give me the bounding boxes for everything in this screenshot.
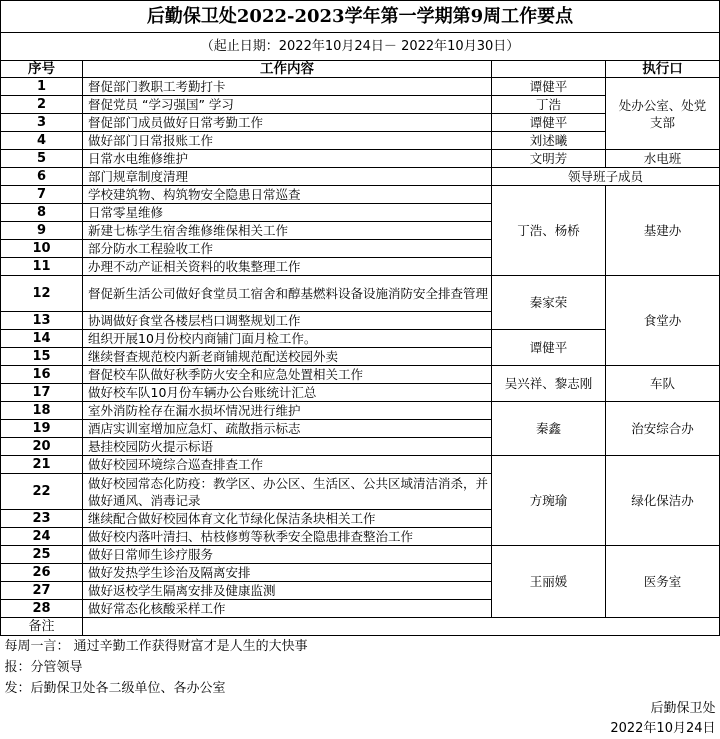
person-cell: 吴兴祥、黎志刚 bbox=[492, 366, 606, 402]
dept-cell: 食堂办 bbox=[606, 276, 720, 366]
page-title: 后勤保卫处2022-2023学年第一学期第9周工作要点 bbox=[1, 1, 720, 33]
table-row bbox=[1, 186, 720, 204]
table-row bbox=[1, 546, 720, 564]
row-content: 学校建筑物、构筑物安全隐患日常巡查 bbox=[83, 186, 492, 204]
dept-cell: 基建办 bbox=[606, 186, 720, 276]
remark-row bbox=[1, 618, 720, 636]
dept-cell: 车队 bbox=[606, 366, 720, 402]
header-num: 序号 bbox=[1, 61, 83, 78]
row-content: 督促新生活公司做好食堂员工宿舍和醇基燃料设备设施消防安全排查管理 bbox=[83, 276, 492, 312]
row-num: 21 bbox=[1, 456, 83, 474]
row-num: 10 bbox=[1, 240, 83, 258]
row-num: 16 bbox=[1, 366, 83, 384]
person-cell: 丁浩 bbox=[492, 96, 606, 114]
row-content: 督促部门教职工考勤打卡 bbox=[83, 78, 492, 96]
person-cell: 谭健平 bbox=[492, 78, 606, 96]
person-cell: 丁浩、杨桥 bbox=[492, 186, 606, 276]
person-cell: 刘述曦 bbox=[492, 132, 606, 150]
row-content: 酒店实训室增加应急灯、疏散指示标志 bbox=[83, 420, 492, 438]
date-range: （起止日期：2022年10月24日－ 2022年10月30日） bbox=[1, 33, 720, 61]
row-num: 28 bbox=[1, 600, 83, 618]
person-cell: 方琬瑜 bbox=[492, 456, 606, 546]
row-content: 做好常态化核酸采样工作 bbox=[83, 600, 492, 618]
header-dept: 执行口 bbox=[606, 61, 720, 78]
dept-cell: 医务室 bbox=[606, 546, 720, 618]
row-num: 4 bbox=[1, 132, 83, 150]
row-content: 继续督查规范校内新老商铺规范配送校园外卖 bbox=[83, 348, 492, 366]
signature: 后勤保卫处 bbox=[650, 701, 716, 716]
remark-value bbox=[83, 618, 720, 636]
table-row bbox=[1, 168, 720, 186]
table-row bbox=[1, 276, 720, 312]
row-content: 做好校园常态化防疫：教学区、办公区、生活区、公共区域清洁消杀，并做好通风、消毒记录 bbox=[83, 474, 492, 510]
row-num: 9 bbox=[1, 222, 83, 240]
row-content: 办理不动产证相关资料的收集整理工作 bbox=[83, 258, 492, 276]
row-content: 继续配合做好校园体育文化节绿化保洁条块相关工作 bbox=[83, 510, 492, 528]
row-content: 做好校内落叶清扫、枯枝修剪等秋季安全隐患排查整治工作 bbox=[83, 528, 492, 546]
row-num: 27 bbox=[1, 582, 83, 600]
row-num: 6 bbox=[1, 168, 83, 186]
row-content: 督促党员 “学习强国” 学习 bbox=[83, 96, 492, 114]
row-content: 做好发热学生诊治及隔离安排 bbox=[83, 564, 492, 582]
row-num: 12 bbox=[1, 276, 83, 312]
row-num: 11 bbox=[1, 258, 83, 276]
table-row bbox=[1, 366, 720, 384]
row-num: 22 bbox=[1, 474, 83, 510]
table-row bbox=[1, 402, 720, 420]
report-to: 报：分管领导 bbox=[4, 659, 83, 675]
row-num: 23 bbox=[1, 510, 83, 528]
row-content: 日常零星维修 bbox=[83, 204, 492, 222]
row-num: 24 bbox=[1, 528, 83, 546]
row-num: 18 bbox=[1, 402, 83, 420]
row-num: 25 bbox=[1, 546, 83, 564]
row-num: 15 bbox=[1, 348, 83, 366]
remark-label: 备注 bbox=[1, 618, 83, 636]
dept-cell: 绿化保洁办 bbox=[606, 456, 720, 546]
person-cell: 谭健平 bbox=[492, 330, 606, 366]
row-num: 8 bbox=[1, 204, 83, 222]
row-content: 做好部门日常报账工作 bbox=[83, 132, 492, 150]
row-num: 7 bbox=[1, 186, 83, 204]
row-num: 3 bbox=[1, 114, 83, 132]
table-row bbox=[1, 150, 720, 168]
row-num: 19 bbox=[1, 420, 83, 438]
row-num: 20 bbox=[1, 438, 83, 456]
row-content: 督促校车队做好秋季防火安全和应急处置相关工作 bbox=[83, 366, 492, 384]
person-cell: 王丽媛 bbox=[492, 546, 606, 618]
row-content: 做好日常师生诊疗服务 bbox=[83, 546, 492, 564]
row-content: 做好返校学生隔离安排及健康监测 bbox=[83, 582, 492, 600]
row-num: 17 bbox=[1, 384, 83, 402]
table-row bbox=[1, 78, 720, 96]
person-cell: 领导班子成员 bbox=[492, 168, 720, 186]
weekly-quote: 每周一言： 通过辛勤工作获得财富才是人生的大快事 bbox=[4, 638, 308, 654]
row-content: 部分防水工程验收工作 bbox=[83, 240, 492, 258]
person-cell: 秦家荣 bbox=[492, 276, 606, 330]
dept-cell: 处办公室、处党支部 bbox=[606, 78, 720, 150]
row-content: 做好校车队10月份车辆办公台账统计汇总 bbox=[83, 384, 492, 402]
header-person bbox=[492, 61, 606, 78]
row-num: 2 bbox=[1, 96, 83, 114]
row-num: 5 bbox=[1, 150, 83, 168]
row-num: 13 bbox=[1, 312, 83, 330]
row-num: 14 bbox=[1, 330, 83, 348]
row-content: 组织开展10月份校内商铺门面月检工作。 bbox=[83, 330, 492, 348]
person-cell: 秦鑫 bbox=[492, 402, 606, 456]
row-content: 做好校园环境综合巡查排查工作 bbox=[83, 456, 492, 474]
signature-date: 2022年10月24日 bbox=[610, 721, 716, 736]
person-cell: 文明芳 bbox=[492, 150, 606, 168]
dept-cell: 治安综合办 bbox=[606, 402, 720, 456]
person-cell: 谭健平 bbox=[492, 114, 606, 132]
row-content: 协调做好食堂各楼层档口调整规划工作 bbox=[83, 312, 492, 330]
dept-cell: 水电班 bbox=[606, 150, 720, 168]
header-content: 工作内容 bbox=[83, 61, 492, 78]
row-content: 新建七栋学生宿舍维修维保相关工作 bbox=[83, 222, 492, 240]
send-to: 发：后勤保卫处各二级单位、各办公室 bbox=[4, 680, 226, 696]
row-content: 日常水电维修维护 bbox=[83, 150, 492, 168]
row-content: 督促部门成员做好日常考勤工作 bbox=[83, 114, 492, 132]
row-content: 悬挂校园防火提示标语 bbox=[83, 438, 492, 456]
table-row bbox=[1, 456, 720, 474]
row-num: 26 bbox=[1, 564, 83, 582]
row-content: 室外消防栓存在漏水损坏情况进行维护 bbox=[83, 402, 492, 420]
row-content: 部门规章制度清理 bbox=[83, 168, 492, 186]
row-num: 1 bbox=[1, 78, 83, 96]
